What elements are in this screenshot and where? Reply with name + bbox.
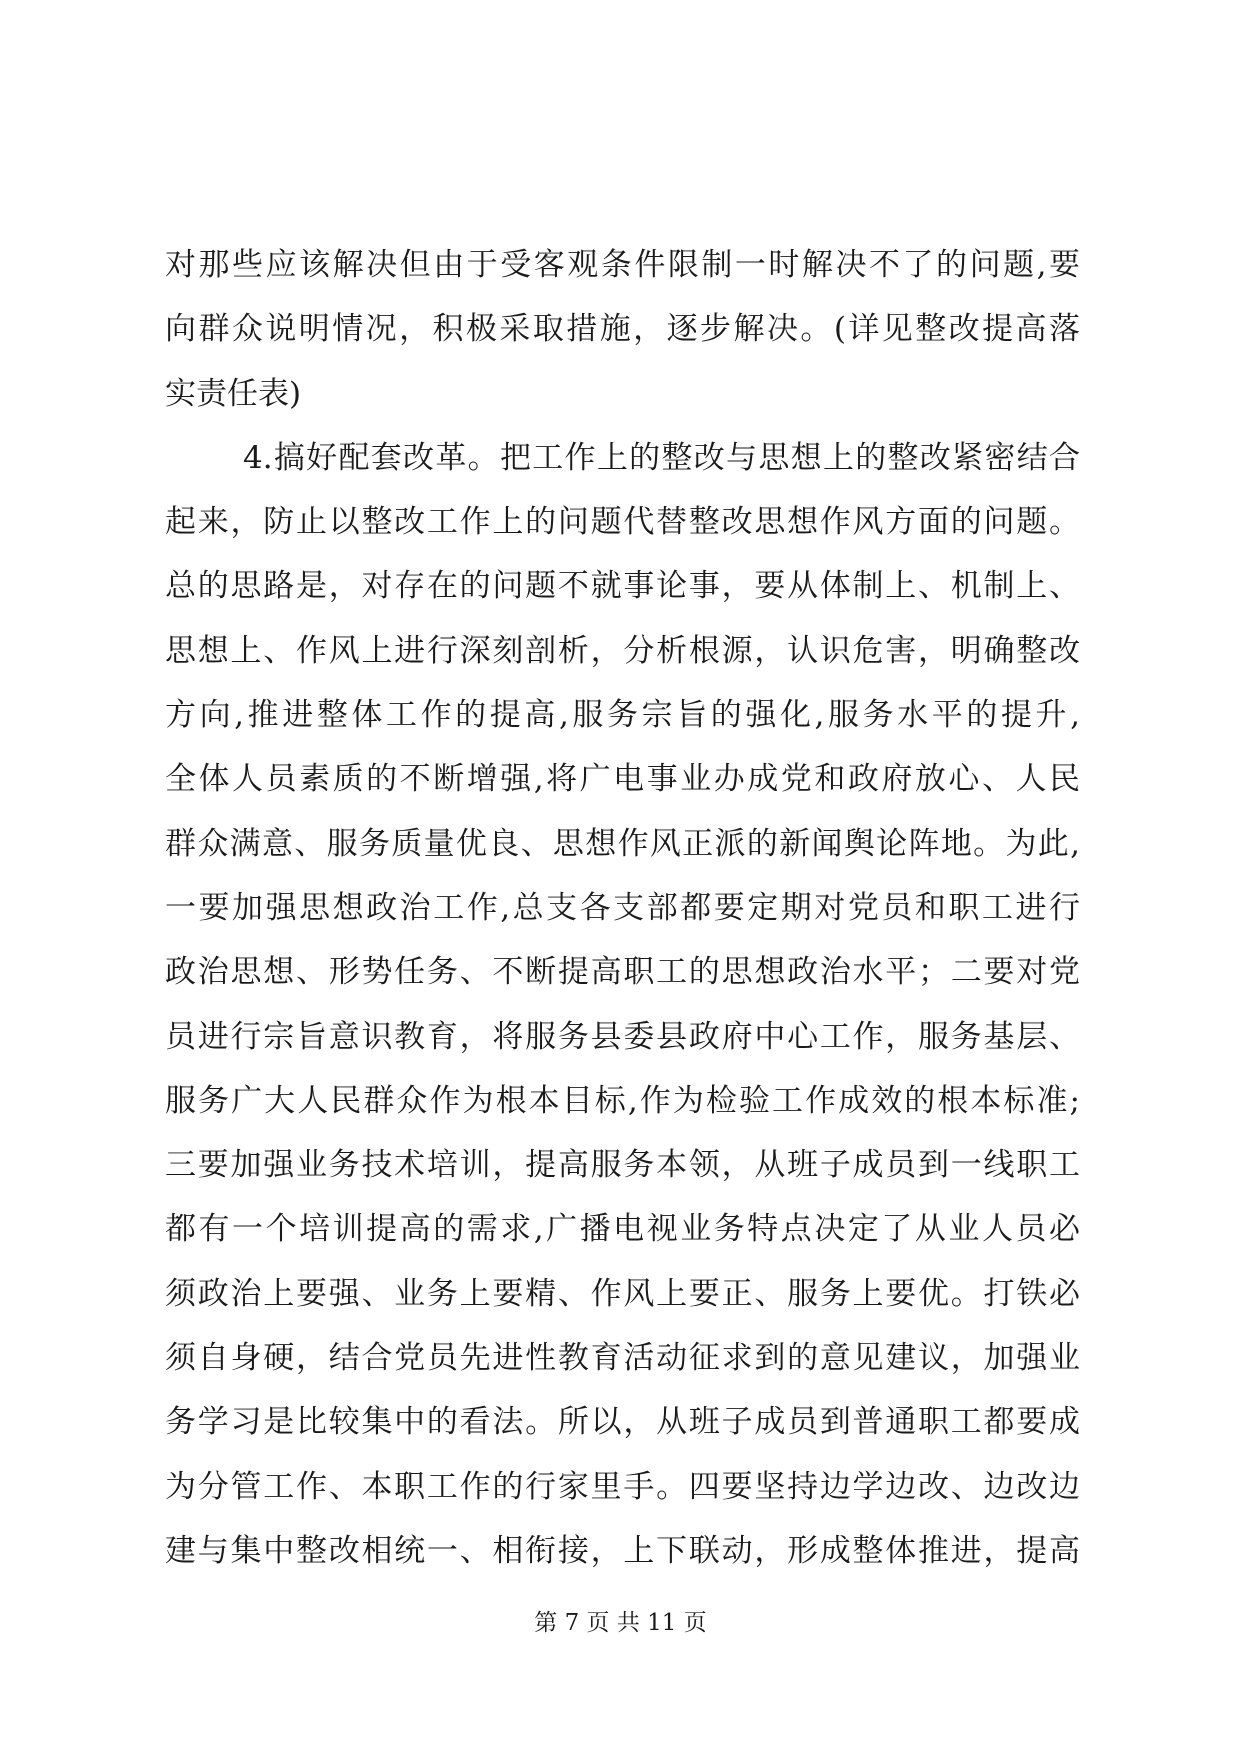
text-line: 实责任表)	[165, 375, 302, 412]
text-line: 政治思想、形势任务、不断提高职工的思想政治水平；二要对党	[165, 954, 1080, 991]
page-number-footer: 第 7 页 共 11 页	[534, 1610, 707, 1636]
text-line: 一要加强思想政治工作,总支各支部都要定期对党员和职工进行	[165, 889, 1080, 926]
paragraph-start-line: 4.搞好配套改革。把工作上的整改与思想上的整改紧密结合	[243, 439, 1080, 476]
text-line: 向群众说明情况，积极采取措施，逐步解决。(详见整改提高落	[165, 311, 1080, 348]
text-line: 服务广大人民群众作为根本目标,作为检验工作成效的根本标准;	[165, 1082, 1080, 1119]
text-line: 建与集中整改相统一、相衔接，上下联动，形成整体推进，提高	[165, 1532, 1080, 1569]
text-line: 对那些应该解决但由于受客观条件限制一时解决不了的问题,要	[165, 247, 1080, 283]
text-line: 须自身硬，结合党员先进性教育活动征求到的意见建议，加强业	[165, 1340, 1080, 1377]
text-line: 群众满意、服务质量优良、思想作风正派的新闻舆论阵地。为此,	[165, 825, 1080, 862]
text-line: 全体人员素质的不断增强,将广电事业办成党和政府放心、人民	[165, 761, 1080, 798]
text-line: 为分管工作、本职工作的行家里手。四要坚持边学边改、边改边	[165, 1468, 1080, 1505]
text-line: 思想上、作风上进行深刻剖析，分析根源，认识危害，明确整改	[165, 632, 1080, 669]
text-line: 总的思路是，对存在的问题不就事论事，要从体制上、机制上、	[165, 568, 1080, 605]
text-line: 务学习是比较集中的看法。所以，从班子成员到普通职工都要成	[165, 1404, 1080, 1441]
text-line: 起来，防止以整改工作上的问题代替整改思想作风方面的问题。	[165, 504, 1080, 541]
text-line: 员进行宗旨意识教育，将服务县委县政府中心工作，服务基层、	[165, 1018, 1080, 1055]
text-line: 须政治上要强、业务上要精、作风上要正、服务上要优。打铁必	[165, 1275, 1080, 1312]
text-line: 方向,推进整体工作的提高,服务宗旨的强化,服务水平的提升,	[165, 697, 1080, 734]
document-body	[165, 233, 1080, 1583]
text-line: 都有一个培训提高的需求,广播电视业务特点决定了从业人员必	[165, 1211, 1080, 1248]
text-line: 三要加强业务技术培训，提高服务本领，从班子成员到一线职工	[165, 1147, 1080, 1184]
